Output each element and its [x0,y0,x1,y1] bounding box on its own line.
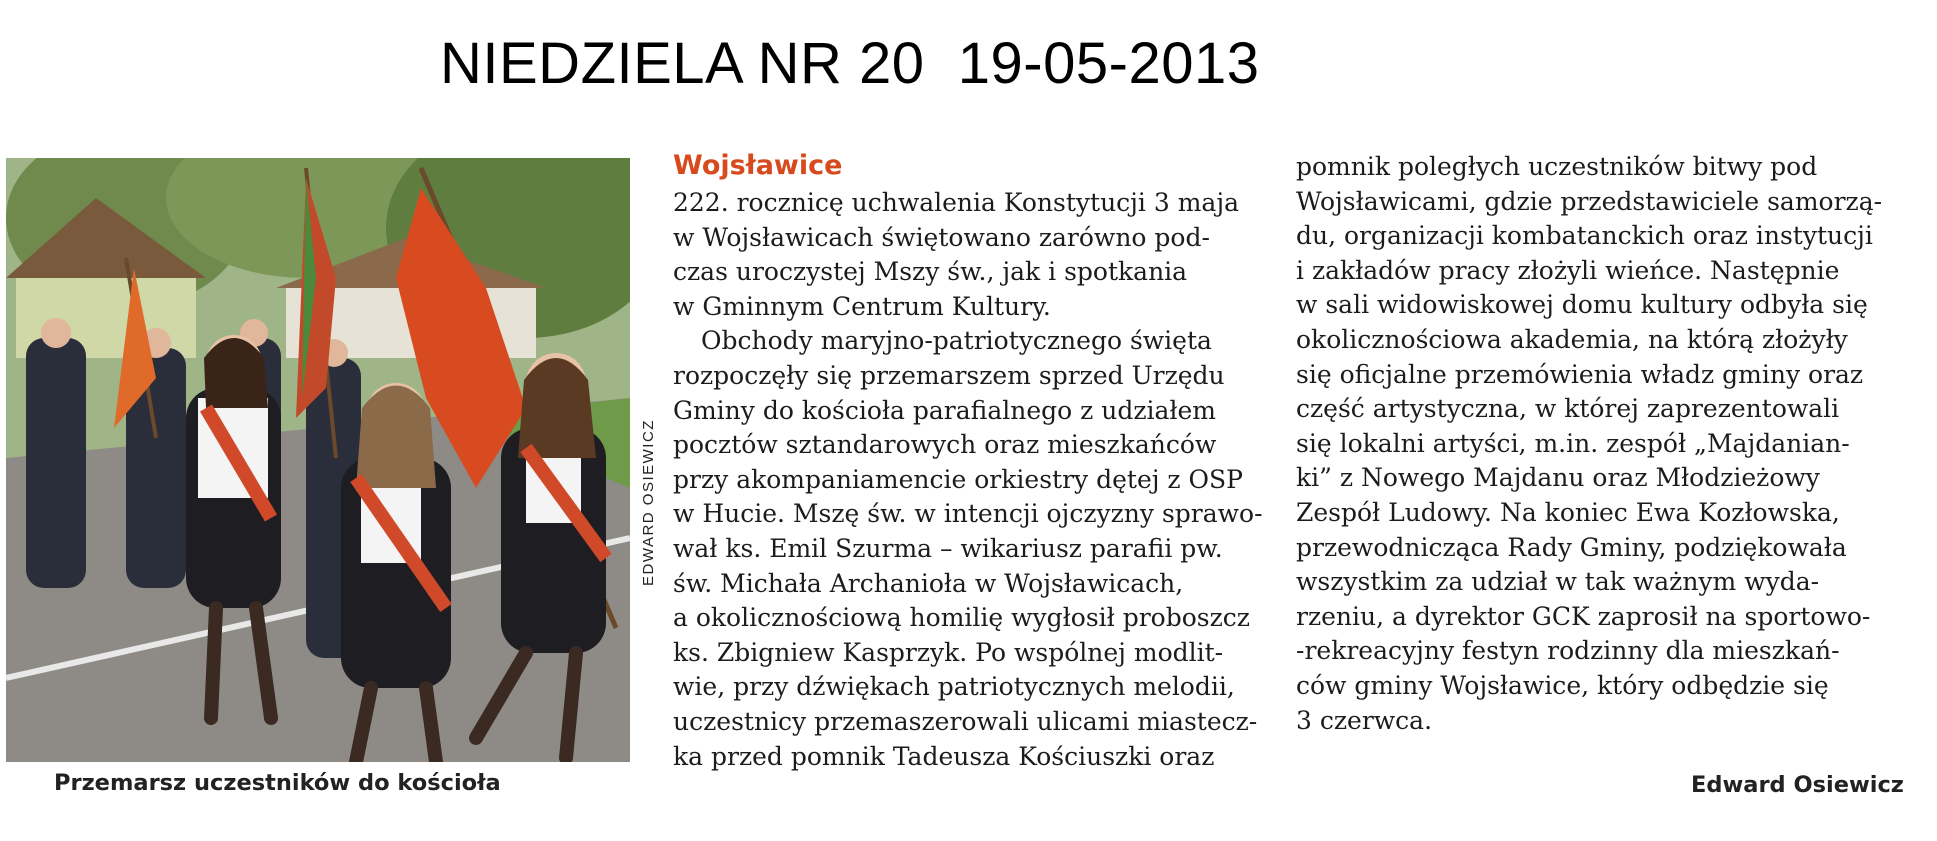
text-line: w Hucie. Mszę św. w intencji ojczyzny sprawo- [673,499,1263,529]
text-line: wał ks. Emil Szurma – wikariusz parafii pw. [673,533,1223,563]
text-line: się oficjalne przemówienia władz gminy oraz [1296,359,1864,389]
text-line: Wojsławicami, gdzie przedstawiciele samorzą- [1296,186,1883,216]
text-line: przy akompaniamencie orkiestry dętej z OSP [673,464,1243,494]
text-line: ki” z Nowego Majdanu oraz Młodzieżowy [1296,463,1820,493]
text-line: ców gminy Wojsławice, który odbędzie się [1296,670,1829,700]
text-line: w Wojsławicach świętowano zarówno pod- [673,222,1210,252]
text-line: 222. rocznicę uchwalenia Konstytucji 3 maja [673,188,1239,217]
text-line: wie, przy dźwiękach patriotycznych melodii, [673,672,1235,702]
text-line: du, organizacji kombatanckich oraz instytucji [1296,221,1873,251]
text-line: okolicznościowa akademia, na którą złożyły [1296,324,1848,354]
article-author: Edward Osiewicz [1691,772,1904,798]
text-line: św. Michała Archanioła w Wojsławicach, [673,568,1184,598]
text-line: i zakładów pracy złożyli wieńce. Następnie [1296,255,1840,285]
text-line: Zespół Ludowy. Na koniec Ewa Kozłowska, [1296,497,1840,527]
text-line: -rekreacyjny festyn rodzinny dla mieszkań- [1296,636,1840,666]
text-line: pocztów sztandarowych oraz mieszkańców [673,430,1217,460]
text-line: się lokalni artyści, m.in. zespół „Majdanian- [1296,428,1850,458]
photo-credit: EDWARD OSIEWICZ [640,419,657,586]
text-line: czas uroczystej Mszy św., jak i spotkania [673,257,1188,287]
text-line: ks. Zbigniew Kasprzyk. Po wspólnej modlit- [673,637,1224,667]
article-column-1 [673,186,1263,774]
photo-caption: Przemarsz uczestników do kościoła [54,770,501,796]
text-line: wszystkim za udział w tak ważnym wyda- [1296,567,1820,597]
text-line: w sali widowiskowej domu kultury odbyła się [1296,290,1868,320]
article-headline: Wojsławice [673,150,843,181]
text-line: a okolicznościową homilię wygłosił proboszcz [673,603,1250,633]
text-line: w Gminnym Centrum Kultury. [673,291,1051,321]
text-line: Obchody maryjno-patriotycznego święta [701,326,1212,356]
text-line: część artystyczna, w której zaprezentowali [1296,394,1840,424]
article-column-2 [1296,150,1886,738]
text-line: rozpoczęły się przemarszem sprzed Urzędu [673,360,1225,390]
page-header: NIEDZIELA NR 20 19-05-2013 [440,31,1260,96]
text-line: pomnik poległych uczestników bitwy pod [1296,152,1818,181]
text-line: rzeniu, a dyrektor GCK zaprosił na sportowo- [1296,601,1871,631]
text-line: ka przed pomnik Tadeusza Kościuszki oraz [673,741,1215,771]
procession-photo [6,158,630,762]
text-line: przewodnicząca Rady Gminy, podziękowała [1296,532,1847,562]
text-line: Gminy do kościoła parafialnego z udziałem [673,395,1217,425]
text-line: 3 czerwca. [1296,705,1433,735]
text-line: uczestnicy przemaszerowali ulicami miastecz- [673,706,1258,736]
